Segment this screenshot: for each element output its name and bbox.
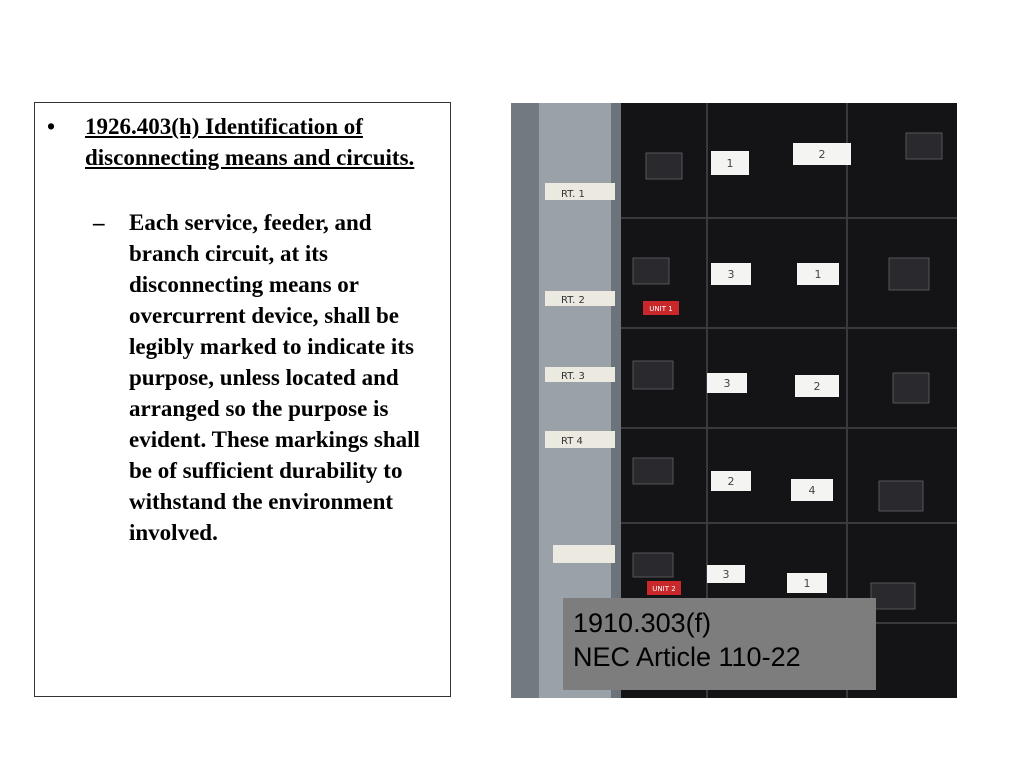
tape-label-1: RT. 1 bbox=[561, 189, 585, 200]
red-tag-text: UNIT 1 bbox=[649, 305, 673, 313]
bullet-item bbox=[45, 111, 440, 173]
text-box bbox=[34, 102, 451, 697]
caption-line-1: 1910.303(f) bbox=[573, 608, 712, 638]
sub-bullet-item bbox=[93, 207, 438, 548]
breaker-tag-number: 1 bbox=[803, 577, 811, 590]
bullet-glyph: • bbox=[47, 114, 56, 139]
tape-label-4: RT 4 bbox=[561, 436, 583, 447]
breaker-tag-number: 4 bbox=[808, 484, 816, 497]
breaker-tag-number: 2 bbox=[818, 148, 826, 161]
breaker-tag-number: 3 bbox=[722, 568, 730, 581]
red-tag-text: UNIT 2 bbox=[652, 585, 676, 593]
caption-box bbox=[563, 598, 876, 690]
breaker-tag-number: 1 bbox=[814, 268, 822, 281]
breaker-tag-number: 3 bbox=[723, 377, 731, 390]
breaker-tag-number: 3 bbox=[727, 268, 735, 281]
sub-bullet-glyph: – bbox=[93, 210, 105, 235]
heading: 1926.403(h) Identification of disconnecting means and circuits. bbox=[85, 114, 415, 170]
breaker-tag-number: 1 bbox=[726, 157, 734, 170]
tape-label-3: RT. 3 bbox=[561, 371, 585, 382]
tape-label-2: RT. 2 bbox=[561, 295, 585, 306]
breaker-tag-number: 2 bbox=[813, 380, 821, 393]
body-text: Each service, feeder, and branch circuit, at its disconnecting means or overcurrent device, shall be legibly marked to indicate its purpose, unless located and arranged so the purpose is evident. These markings shall be of sufficient durability to withstand the environment involved. bbox=[129, 210, 420, 545]
breaker-tag-number: 2 bbox=[727, 475, 735, 488]
caption-line-2: NEC Article 110-22 bbox=[573, 642, 801, 672]
